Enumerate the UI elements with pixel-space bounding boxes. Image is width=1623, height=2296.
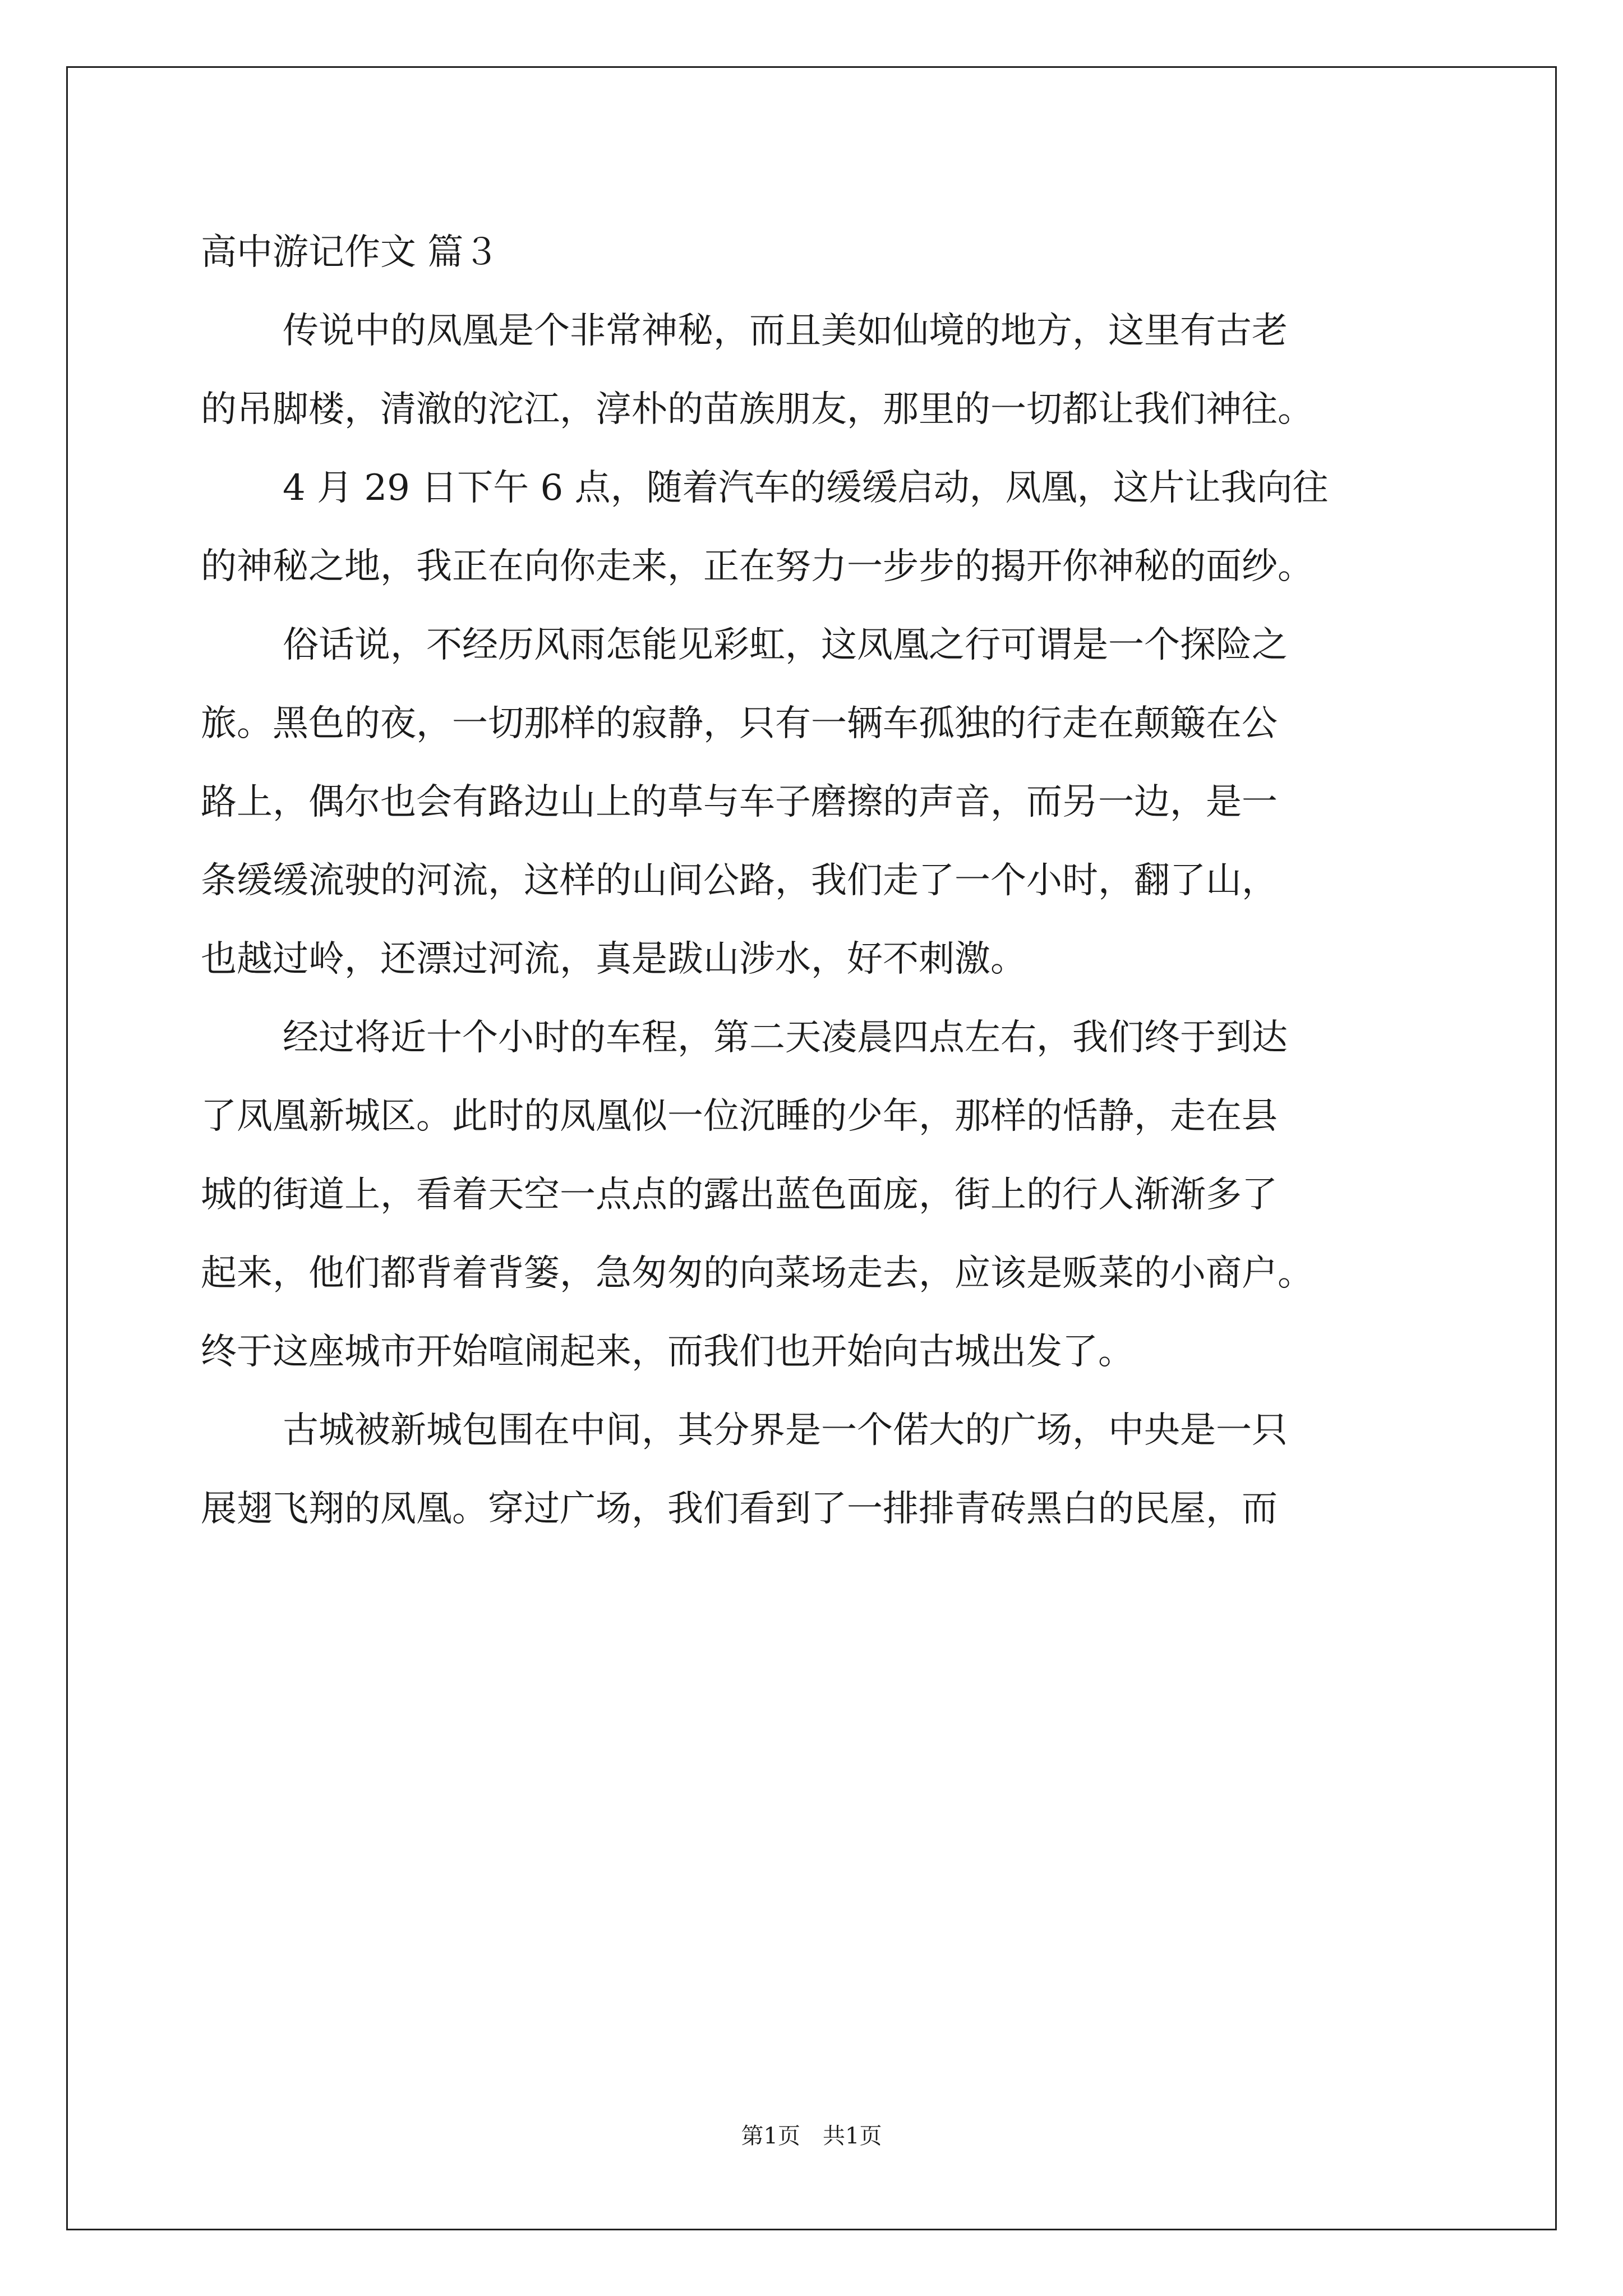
paragraph-line: 起来，他们都背着背篓，急匆匆的向菜场走去，应该是贩菜的小商户。 bbox=[201, 1253, 1313, 1294]
document-title: 高中游记作文 篇３ bbox=[201, 232, 500, 273]
paragraph-line: 展翅飞翔的凤凰。穿过广场，我们看到了一排排青砖黑白的民屋，而 bbox=[201, 1488, 1278, 1530]
page-footer: 第1页 共1页 bbox=[741, 2123, 882, 2149]
paragraph-line: 终于这座城市开始喧闹起来，而我们也开始向古城出发了。 bbox=[201, 1331, 1134, 1373]
paragraph-line: 城的街道上，看着天空一点点的露出蓝色面庞，街上的行人渐渐多了 bbox=[201, 1174, 1278, 1216]
paragraph-line: 古城被新城包围在中间，其分界是一个偌大的广场，中央是一只 bbox=[283, 1410, 1288, 1451]
paragraph-line: 4 月 29 日下午 6 点，随着汽车的缓缓启动，凤凰，这片让我向往 bbox=[283, 467, 1329, 509]
paragraph-line: 路上，偶尔也会有路边山上的草与车子磨擦的声音，而另一边，是一 bbox=[201, 781, 1278, 823]
paragraph-line: 传说中的凤凰是个非常神秘，而且美如仙境的地方，这里有古老 bbox=[283, 310, 1288, 352]
paragraph-line: 了凤凰新城区。此时的凤凰似一位沉睡的少年，那样的恬静，走在县 bbox=[201, 1096, 1278, 1137]
paragraph-line: 旅。黑色的夜，一切那样的寂静，只有一辆车孤独的行走在颠簸在公 bbox=[201, 703, 1278, 744]
paragraph-line: 经过将近十个小时的车程，第二天凌晨四点左右，我们终于到达 bbox=[283, 1017, 1288, 1059]
paragraph-line: 也越过岭，还漂过河流，真是跋山涉水，好不刺激。 bbox=[201, 938, 1026, 980]
paragraph-line: 的神秘之地，我正在向你走来，正在努力一步步的揭开你神秘的面纱。 bbox=[201, 546, 1313, 587]
paragraph-line: 俗话说，不经历风雨怎能见彩虹，这凤凰之行可谓是一个探险之 bbox=[283, 624, 1288, 666]
paragraph-line: 的吊脚楼，清澈的沱江，淳朴的苗族朋友，那里的一切都让我们神往。 bbox=[201, 389, 1313, 430]
paragraph-line: 条缓缓流驶的河流，这样的山间公路，我们走了一个小时，翻了山， bbox=[201, 860, 1278, 901]
